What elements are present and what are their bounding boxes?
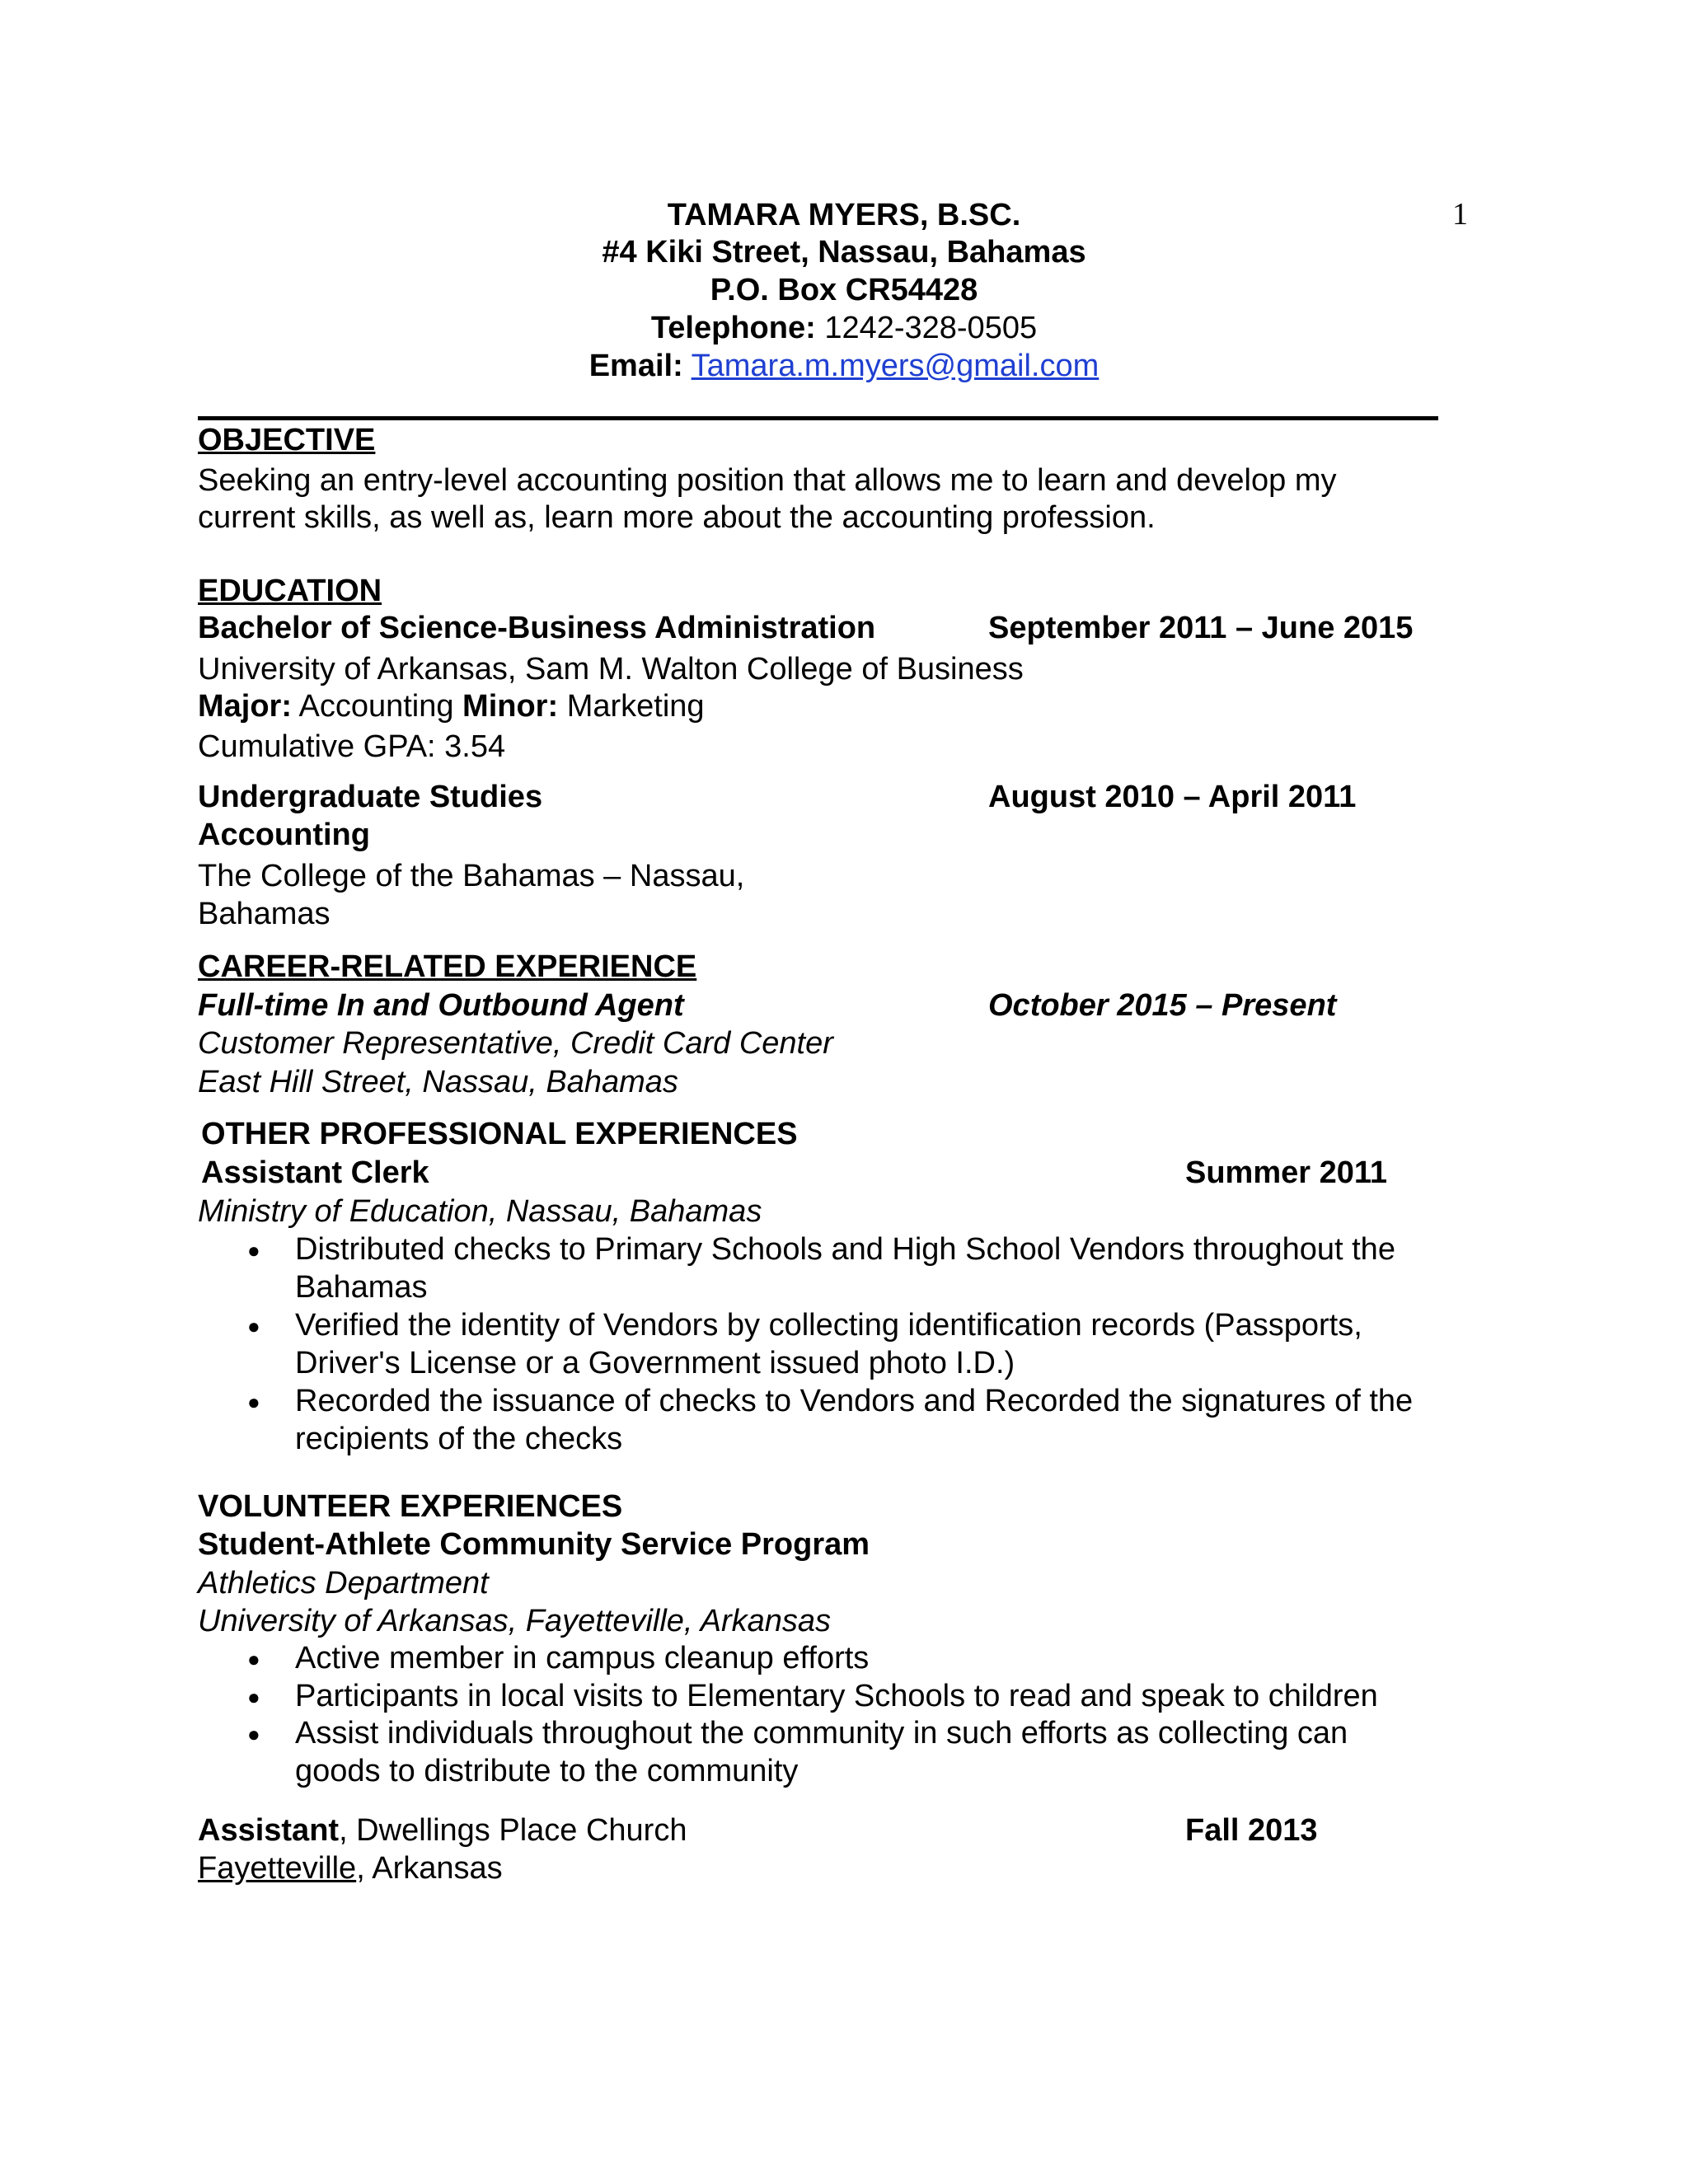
degree2-dates: August 2010 – April 2011 [988, 780, 1357, 814]
other-bullet-2-line-1: Verified the identity of Vendors by collecting identification records (Passports, [295, 1308, 1362, 1343]
career-line-2: East Hill Street, Nassau, Bahamas [198, 1065, 678, 1099]
degree1-dates: September 2011 – June 2015 [988, 611, 1414, 645]
degree2-school-line-1: The College of the Bahamas – Nassau, [198, 859, 745, 893]
assistant-location [198, 1849, 503, 1887]
degree1-title: Bachelor of Science-Business Administration [198, 611, 876, 645]
degree1-major-minor [198, 687, 705, 725]
volunteer-bullet-1: Active member in campus cleanup efforts [295, 1641, 870, 1675]
assistant-line [198, 1811, 687, 1849]
list-bullet: ● [247, 1647, 260, 1671]
career-dates: October 2015 – Present [988, 988, 1337, 1023]
resume-name: TAMARA MYERS, B.SC. [667, 198, 1021, 232]
education-heading: EDUCATION [198, 574, 382, 608]
minor-value: Marketing [566, 689, 705, 724]
objective-line-2: current skills, as well as, learn more about the accounting profession. [198, 500, 1156, 535]
degree1-gpa: Cumulative GPA: 3.54 [198, 729, 506, 764]
other-bullet-2-line-2: Driver's License or a Government issued photo I.D.) [295, 1346, 1015, 1380]
other-bullet-1-line-2: Bahamas [295, 1270, 428, 1305]
other-dates: Summer 2011 [1185, 1155, 1388, 1190]
volunteer-bullet-3-line-2: goods to distribute to the community [295, 1754, 799, 1788]
career-line-1: Customer Representative, Credit Card Center [198, 1026, 833, 1061]
telephone-value: 1242-328-0505 [824, 311, 1038, 345]
volunteer-program: Student-Athlete Community Service Program [198, 1527, 870, 1562]
telephone-label: Telephone: [650, 311, 816, 345]
other-bullet-3-line-1: Recorded the issuance of checks to Vendors and Recorded the signatures of the [295, 1384, 1414, 1418]
header-divider [198, 416, 1438, 420]
assistant-org: , Dwellings Place Church [339, 1813, 687, 1848]
page-number: 1 [1452, 197, 1468, 232]
list-bullet: ● [247, 1390, 260, 1414]
other-org: Ministry of Education, Nassau, Bahamas [198, 1194, 762, 1229]
email-link[interactable]: Tamara.m.myers@gmail.com [691, 349, 1100, 383]
list-bullet: ● [247, 1722, 260, 1746]
assistant-state: , Arkansas [356, 1851, 503, 1886]
volunteer-heading: VOLUNTEER EXPERIENCES [198, 1489, 623, 1524]
other-bullet-3-line-2: recipients of the checks [295, 1422, 623, 1456]
other-heading: OTHER PROFESSIONAL EXPERIENCES [201, 1117, 798, 1151]
degree2-title: Undergraduate Studies [198, 780, 543, 814]
assistant-label: Assistant [198, 1813, 340, 1848]
degree2-subtitle: Accounting [198, 818, 370, 852]
degree2-school-line-2: Bahamas [198, 897, 331, 931]
objective-line-1: Seeking an entry-level accounting position that allows me to learn and develop my [198, 463, 1337, 498]
assistant-city: Fayetteville [198, 1851, 357, 1886]
email-label: Email: [588, 349, 683, 383]
other-bullet-1-line-1: Distributed checks to Primary Schools and High School Vendors throughout the [295, 1232, 1395, 1267]
major-value: Accounting [298, 689, 454, 724]
resume-po-box: P.O. Box CR54428 [710, 273, 978, 307]
telephone-line [0, 309, 1688, 347]
major-label: Major: [198, 689, 292, 724]
volunteer-bullet-3-line-1: Assist individuals throughout the community in such efforts as collecting can [295, 1716, 1348, 1750]
list-bullet: ● [247, 1314, 260, 1338]
assistant-dates: Fall 2013 [1185, 1813, 1318, 1848]
email-line [0, 347, 1688, 385]
career-heading: CAREER-RELATED EXPERIENCE [198, 949, 697, 984]
objective-heading: OBJECTIVE [198, 423, 376, 457]
degree1-school: University of Arkansas, Sam M. Walton College of Business [198, 652, 1024, 687]
volunteer-univ: University of Arkansas, Fayetteville, Arkansas [198, 1604, 832, 1638]
other-title: Assistant Clerk [201, 1155, 429, 1190]
resume-address: #4 Kiki Street, Nassau, Bahamas [602, 235, 1086, 269]
minor-label: Minor: [462, 689, 559, 724]
volunteer-dept: Athletics Department [198, 1566, 489, 1601]
list-bullet: ● [247, 1238, 260, 1263]
career-title: Full-time In and Outbound Agent [198, 988, 684, 1023]
volunteer-bullet-2: Participants in local visits to Elementary Schools to read and speak to children [295, 1679, 1378, 1713]
list-bullet: ● [247, 1685, 260, 1709]
